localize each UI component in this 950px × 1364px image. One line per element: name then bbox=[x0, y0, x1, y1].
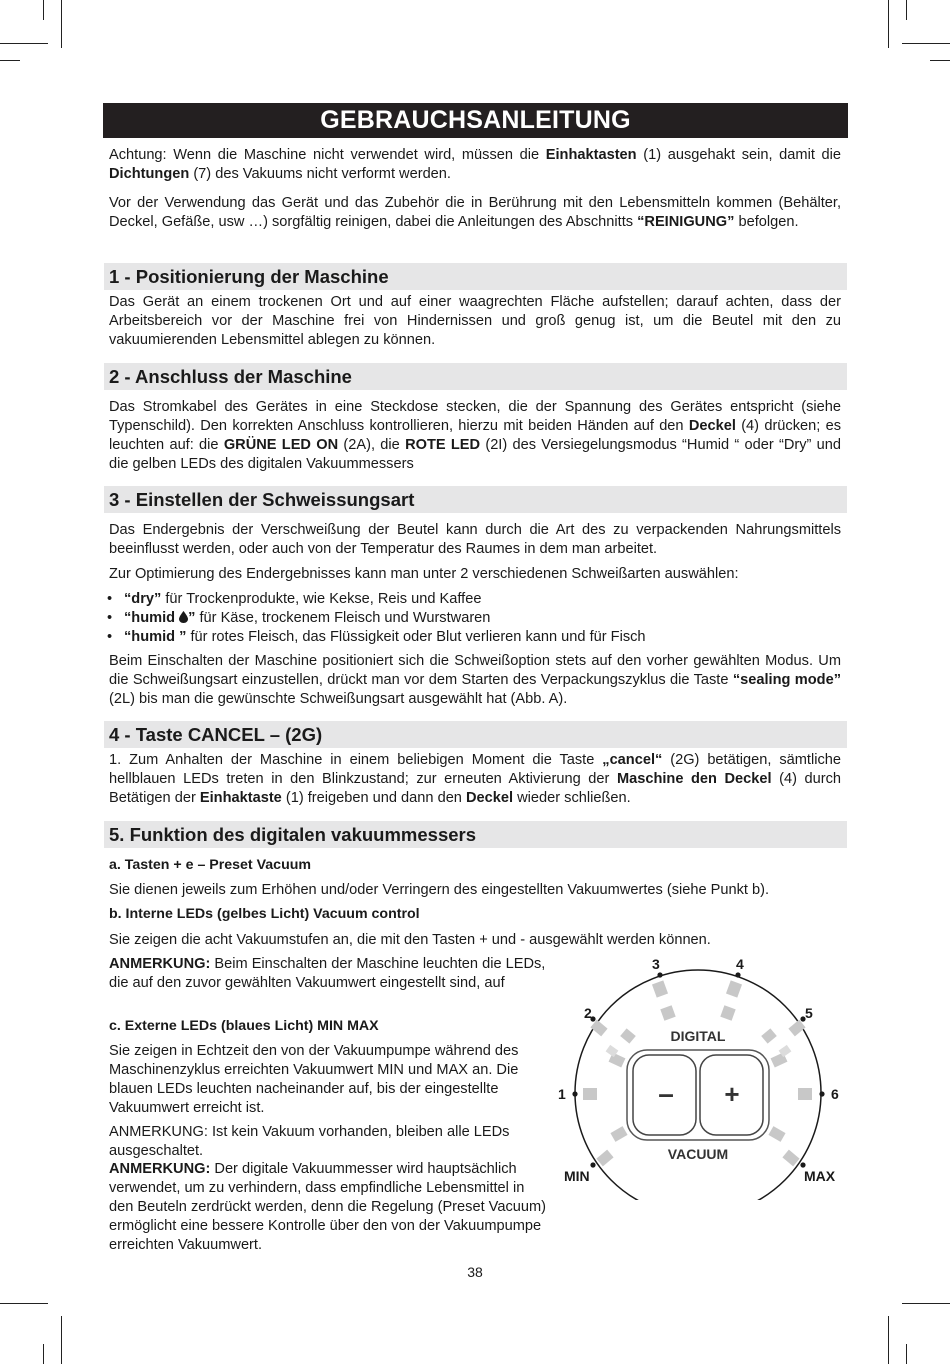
gauge-dot-max bbox=[800, 1162, 805, 1167]
led-segment bbox=[761, 1028, 777, 1043]
crop-mark bbox=[0, 60, 20, 61]
vacuum-gauge-diagram bbox=[550, 955, 850, 1200]
section-3-paragraph-1: Das Endergebnis der Verschweißung der Beutel kann durch die Art des zu verpackenden Nahrungsmittels beeinflusst werden, oder auch von der Temperatur des Raumes in dem man arbeitet. bbox=[109, 522, 841, 557]
led-segment bbox=[768, 1126, 785, 1142]
gauge-label-min: MIN bbox=[564, 1168, 590, 1184]
bullet-humid-drop: • “humid ” für Käse, trockenem Fleisch und Wurstwaren bbox=[107, 610, 491, 626]
gauge-dot-3 bbox=[657, 972, 662, 977]
crop-mark bbox=[888, 1316, 889, 1364]
note-3: ANMERKUNG: Der digitale Vakuummesser wird hauptsächlich verwendet, um zu verhindern, dass empfindliche Lebensmittel in den Beuteln zerdrückt werden, denn die Regelung (Preset Vacuum) ermöglicht eine bessere Kontrolle über den von der Vakuumpumpe erreichten Vakuumwert. bbox=[109, 1161, 546, 1253]
crop-mark bbox=[906, 1344, 907, 1364]
crop-mark bbox=[902, 43, 950, 44]
gauge-label-vacuum: VACUUM bbox=[667, 1146, 729, 1162]
subheading-b: b. Interne LEDs (gelbes Licht) Vacuum control bbox=[109, 906, 420, 922]
crop-mark bbox=[43, 0, 44, 20]
led-segment bbox=[782, 1150, 799, 1167]
section-1-text: Das Gerät an einem trockenen Ort und auf einer waagrechten Fläche aufstellen; darauf achten, dass der Arbeitsbereich vor der Maschine frei von Hindernissen und groß genug ist, um die Beutel mit den zu vakuumierenden Lebensmittel ablegen zu können. bbox=[109, 294, 841, 348]
gauge-label-digital: DIGITAL bbox=[670, 1028, 726, 1044]
led-segment bbox=[726, 980, 742, 997]
section-heading-1: 1 - Positionierung der Maschine bbox=[104, 263, 847, 290]
subheading-a: a. Tasten + e – Preset Vacuum bbox=[109, 857, 312, 873]
plus-label: + bbox=[724, 1079, 740, 1109]
led-segment bbox=[620, 1028, 636, 1043]
section-heading-2: 2 - Anschluss der Maschine bbox=[104, 363, 847, 390]
section-3-paragraph-2: Zur Optimierung des Endergebnisses kann man unter 2 verschiedenen Schweißarten auswählen: bbox=[109, 566, 739, 582]
section-heading-5: 5. Funktion des digitalen vakuummessers bbox=[104, 821, 847, 848]
section-2-text: Das Stromkabel des Gerätes in eine Steckdose stecken, die der Spannung des Gerätes entspricht (siehe Typenschild). Den korrekten Anschluss kontrollieren, hierzu mit beiden Händen auf den Deckel (4) drücken; es leuchten auf: die GRÜNE LED ON (2A), die ROTE LED (2I) des Versiegelungsmodus “Humid “ oder “Dry” und die gelben LEDs des digitalen Vakuummessers bbox=[109, 399, 842, 472]
minus-label: – bbox=[658, 1078, 674, 1109]
gauge-number-4: 4 bbox=[736, 956, 744, 972]
led-segment bbox=[652, 980, 668, 997]
water-drop-icon bbox=[179, 611, 188, 623]
intro-paragraph-2: Vor der Verwendung das Gerät und das Zubehör die in Berührung mit den Lebensmitteln kommen (Behälter, Deckel, Gefäße, usw …) sorgfältig reinigen, dabei die Anleitungen des Abschnitts “REINIGUNG” befolgen. bbox=[109, 195, 841, 230]
bullet-dry: • “dry” für Trockenprodukte, wie Kekse, Reis und Kaffee bbox=[107, 591, 482, 607]
note-2: ANMERKUNG: Ist kein Vakuum vorhanden, bleiben alle LEDs ausgeschaltet. bbox=[109, 1124, 510, 1159]
crop-mark bbox=[906, 0, 907, 20]
led-segment bbox=[596, 1150, 613, 1167]
crop-mark bbox=[0, 1303, 48, 1304]
gauge-dot-min bbox=[590, 1162, 595, 1167]
bullet-humid: • “humid ” für rotes Fleisch, das Flüssigkeit oder Blut verlieren kann und für Fisch bbox=[107, 629, 646, 645]
led-segment bbox=[788, 1020, 805, 1037]
subsection-b-text: Sie zeigen die acht Vakuumstufen an, die mit den Tasten + und - ausgewählt werden können. bbox=[109, 932, 711, 948]
crop-mark bbox=[0, 43, 48, 44]
subheading-c: c. Externe LEDs (blaues Licht) MIN MAX bbox=[109, 1018, 379, 1034]
crop-mark bbox=[888, 0, 889, 48]
note-1: ANMERKUNG: Beim Einschalten der Maschine leuchten die LEDs, die auf den zuvor gewählten Vakuumwert eingestellt sind, auf bbox=[109, 956, 546, 991]
crop-mark bbox=[61, 1316, 62, 1364]
gauge-number-5: 5 bbox=[805, 1005, 813, 1021]
gauge-number-1: 1 bbox=[558, 1086, 566, 1102]
led-segment bbox=[583, 1088, 597, 1100]
subsection-c-text: Sie zeigen in Echtzeit den von der Vakuumpumpe während des Maschinenzyklus erreichten Vakuumwert MIN und MAX an. Die blauen LEDs leuchten nacheinander auf, bis der eingestellte Vakuumwert erreicht ist. bbox=[109, 1043, 519, 1116]
page-number: 38 bbox=[467, 1264, 483, 1280]
gauge-label-max: MAX bbox=[804, 1168, 836, 1184]
gauge-dot-4 bbox=[735, 972, 740, 977]
section-heading-3: 3 - Einstellen der Schweissungsart bbox=[104, 486, 847, 513]
page-title: GEBRAUCHSANLEITUNG bbox=[103, 103, 848, 138]
section-4-text: 1. Zum Anhalten der Maschine in einem beliebigen Moment die Taste „cancel“ (2G) betätigen, sämtliche hellblauen LEDs treten in den Blinkzustand; zur erneuten Aktivierung der Maschine den Deckel (4) durch Betätigen der Einhaktaste (1) freigeben und dann den Deckel wieder schließen. bbox=[109, 752, 842, 806]
crop-mark bbox=[902, 1303, 950, 1304]
gauge-dot-6 bbox=[819, 1091, 824, 1096]
intro-paragraph-1: Achtung: Wenn die Maschine nicht verwendet wird, müssen die Einhaktasten (1) ausgehakt sein, damit die Dichtungen (7) des Vakuums nicht verformt werden. bbox=[109, 147, 841, 182]
led-segment bbox=[610, 1126, 627, 1142]
crop-mark bbox=[43, 1344, 44, 1364]
led-segment bbox=[590, 1020, 607, 1037]
gauge-number-3: 3 bbox=[652, 956, 660, 972]
led-segment bbox=[798, 1088, 812, 1100]
section-heading-4: 4 - Taste CANCEL – (2G) bbox=[104, 721, 847, 748]
crop-mark bbox=[61, 0, 62, 48]
gauge-number-6: 6 bbox=[831, 1086, 839, 1102]
subsection-a-text: Sie dienen jeweils zum Erhöhen und/oder Verringern des eingestellten Vakuumwertes (siehe Punkt b). bbox=[109, 882, 770, 898]
gauge-number-2: 2 bbox=[584, 1005, 592, 1021]
section-3-paragraph-3: Beim Einschalten der Maschine positioniert sich die Schweißoption stets auf den vorher gewählten Modus. Um die Schweißungsart einzustellen, drückt man vor dem Starten des Verpackungszyklus die Taste “sealing mode” (2L) bis man die gewünschte Schweißungsart ausgewählt hat (Abb. A). bbox=[109, 653, 841, 707]
gauge-dot-1 bbox=[572, 1091, 577, 1096]
led-segment bbox=[720, 1005, 735, 1020]
led-segment bbox=[660, 1005, 675, 1020]
crop-mark bbox=[930, 60, 950, 61]
